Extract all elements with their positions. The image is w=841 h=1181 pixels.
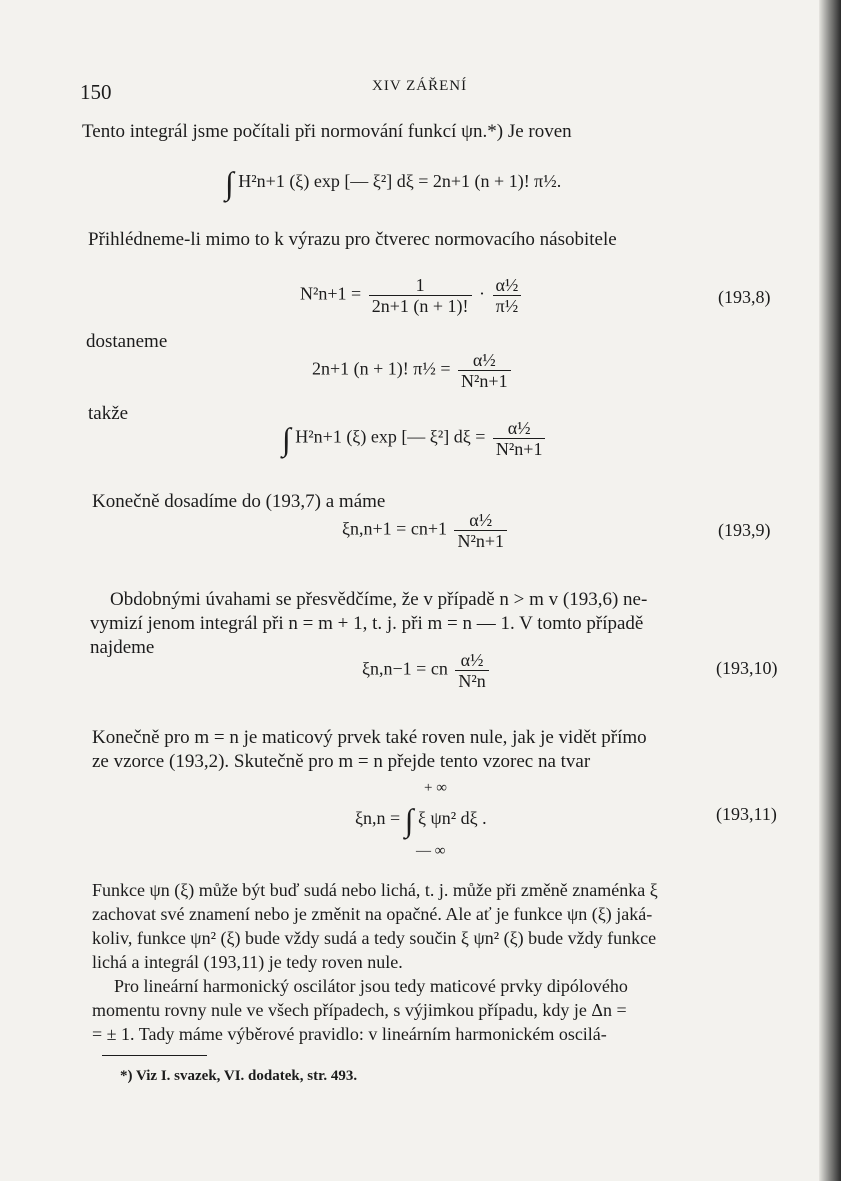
equation-193-8: [300, 275, 524, 316]
eq8-num-1: 1: [369, 275, 472, 296]
paragraph-line: Pro lineární harmonický oscilátor jsou tedy maticové prvky dipólového: [114, 976, 628, 996]
equation-number: (193,9): [718, 520, 771, 540]
eq9-lhs: ξn,n+1 = cn+1: [342, 518, 447, 539]
equation-number: (193,11): [716, 804, 777, 824]
eq9-den: N²n+1: [457, 531, 505, 551]
eq-den: N²n+1: [495, 439, 543, 459]
eq8-dot: ·: [479, 283, 485, 304]
page-binding-edge: [819, 0, 841, 1181]
eq8-fraction-1: [369, 275, 472, 316]
equation-number: (193,8): [718, 287, 771, 307]
integral-sign: ∫: [404, 802, 414, 838]
paragraph-line: koliv, funkce ψn² (ξ) bude vždy sudá a tedy součin ξ ψn² (ξ) bude vždy funkce: [92, 928, 657, 948]
eq10-den: N²n: [458, 671, 486, 691]
integral-lower-limit: — ∞: [416, 843, 446, 859]
equation-number: (193,10): [716, 658, 778, 678]
integral-upper-limit: + ∞: [424, 780, 447, 796]
eq8-lhs: N²n+1 =: [300, 283, 362, 304]
paragraph-line: lichá a integrál (193,11) je tedy roven nule.: [92, 952, 403, 972]
paragraph-line: momentu rovny nule ve všech případech, s výjimkou případu, kdy je Δn =: [92, 1000, 627, 1020]
equation-193-11: [355, 802, 487, 838]
page-number: 150: [80, 80, 112, 104]
paragraph-line: Funkce ψn (ξ) může být buď sudá nebo lichá, t. j. může při změně znaménka ξ: [92, 880, 658, 900]
eq10-lhs: ξn,n−1 = cn: [362, 658, 448, 679]
paragraph-line: Konečně pro m = n je maticový prvek také roven nule, jak je vidět přímo: [92, 727, 647, 748]
running-title: XIV ZÁŘENÍ: [372, 78, 468, 94]
paragraph-line: vymizí jenom integrál při n = m + 1, t. j. při m = n — 1. V tomto případě: [90, 613, 644, 634]
equation-193-9: [342, 510, 510, 551]
integral-sign: ∫: [282, 420, 291, 457]
eq-num: α½: [458, 350, 511, 371]
eq-lhs: 2n+1 (n + 1)! π½ =: [312, 358, 451, 379]
eq11-rhs: ξ ψn² dξ .: [417, 808, 487, 829]
eq-num: α½: [493, 418, 546, 439]
eq-lhs: H²n+1 (ξ) exp [— ξ²] dξ =: [295, 426, 486, 447]
eq8-num-2: α½: [493, 275, 522, 296]
eq10-fraction: [455, 650, 488, 691]
paragraph-line: Přihlédneme-li mimo to k výrazu pro čtverec normovacího násobitele: [88, 229, 617, 250]
equation-integral-2: [282, 418, 548, 459]
equation-1-body: H²n+1 (ξ) exp [— ξ²] dξ = 2n+1 (n + 1)! π½.: [238, 171, 562, 192]
paragraph-line: zachovat své znamení nebo je změnit na opačné. Ale ať je funkce ψn (ξ) jaká-: [92, 904, 653, 924]
footnote: *) Viz I. svazek, VI. dodatek, str. 493.: [120, 1068, 358, 1084]
equation-integral-1: [225, 165, 562, 201]
paragraph-line: Konečně dosadíme do (193,7) a máme: [92, 491, 386, 512]
eq-den: N²n+1: [461, 371, 508, 391]
paragraph-word: takže: [88, 403, 129, 424]
paragraph-word: dostaneme: [86, 331, 168, 352]
paragraph-line: ze vzorce (193,2). Skutečně pro m = n přejde tento vzorec na tvar: [92, 751, 591, 772]
integral-sign: ∫: [225, 165, 234, 201]
eq-fraction: [458, 350, 511, 391]
eq8-den-1: 2n+1 (n + 1)!: [371, 296, 469, 316]
footnote-rule: [102, 1055, 207, 1056]
eq8-den-2: π½: [495, 296, 519, 316]
equation-normalization: [312, 350, 514, 391]
eq10-num: α½: [455, 650, 488, 671]
eq8-fraction-2: [493, 275, 522, 316]
eq9-num: α½: [454, 510, 507, 531]
eq-fraction: [493, 418, 546, 459]
paragraph-line: Tento integrál jsme počítali při normování funkcí ψn.*) Je roven: [82, 121, 572, 142]
paragraph-line: najdeme: [90, 637, 155, 658]
paragraph-line: Obdobnými úvahami se přesvědčíme, že v případě n > m v (193,6) ne-: [110, 589, 648, 610]
eq9-fraction: [454, 510, 507, 551]
paragraph-line: = ± 1. Tady máme výběrové pravidlo: v lineárním harmonickém oscilá-: [92, 1024, 607, 1044]
equation-193-10: [362, 650, 492, 691]
eq11-lhs: ξn,n =: [355, 808, 401, 829]
